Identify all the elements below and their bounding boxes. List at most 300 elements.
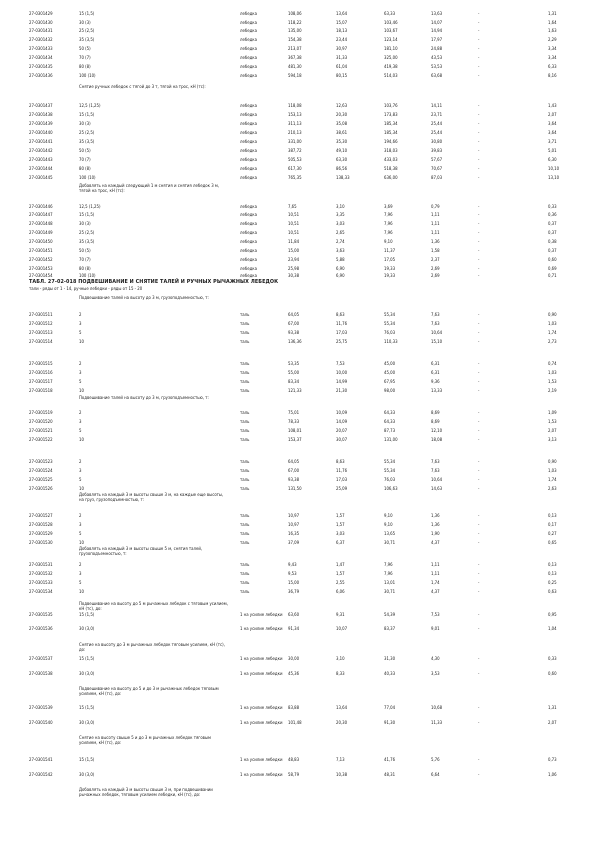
row-value: 0,27 <box>548 532 557 537</box>
row-parameter: 2 <box>79 563 82 568</box>
row-value: 154,38 <box>288 38 302 43</box>
row-value: 17,03 <box>336 331 348 336</box>
row-value: 1,11 <box>431 213 440 218</box>
group-description: Добавлять на каждый 3 м высоты свыше 5 м, снятия талей, грузоподъемностью, т: <box>79 547 203 558</box>
table-row <box>0 672 595 678</box>
row-unit: таль <box>240 581 250 586</box>
row-parameter: 2 <box>79 362 82 367</box>
row-value: 64,05 <box>288 313 300 318</box>
row-value: 2,74 <box>336 240 345 245</box>
row-value: 38,61 <box>336 131 348 136</box>
row-code: 27-0301432 <box>29 38 53 43</box>
row-value: 419,38 <box>384 65 398 70</box>
row-value: 0,74 <box>548 362 557 367</box>
row-value: 23,44 <box>336 38 348 43</box>
row-value: - <box>478 572 480 577</box>
row-value: 2,69 <box>431 267 440 272</box>
row-parameter: 80 (8) <box>79 65 91 70</box>
row-value: - <box>478 213 480 218</box>
table-row <box>0 113 595 119</box>
row-value: 2,63 <box>548 487 557 492</box>
table-row <box>0 420 595 426</box>
row-value: 13,64 <box>336 12 348 17</box>
row-value: 118,22 <box>288 21 302 26</box>
row-value: 1,36 <box>431 240 440 245</box>
row-value: 765,35 <box>288 176 302 181</box>
row-unit: таль <box>240 487 250 492</box>
row-value: 1,63 <box>548 29 557 34</box>
table-row <box>0 158 595 164</box>
row-value: - <box>478 371 480 376</box>
row-value: 78,33 <box>288 420 300 425</box>
row-value: 7,96 <box>384 213 393 218</box>
row-value: 30,07 <box>336 438 348 443</box>
row-code: 27-0301538 <box>29 672 53 677</box>
row-code: 27-0301443 <box>29 158 53 163</box>
row-value: 106,63 <box>384 487 398 492</box>
row-value: - <box>478 331 480 336</box>
row-code: 27-0301517 <box>29 380 53 385</box>
row-code: 27-0301520 <box>29 420 53 425</box>
row-code: 27-0301515 <box>29 362 53 367</box>
row-code: 27-0301441 <box>29 140 53 145</box>
row-unit: лебедка <box>240 240 257 245</box>
table-row <box>0 657 595 663</box>
row-code: 27-0301440 <box>29 131 53 136</box>
row-value: 0,36 <box>548 213 557 218</box>
table-row <box>0 122 595 128</box>
row-value: 10,38 <box>336 773 348 778</box>
row-code: 27-0301531 <box>29 563 53 568</box>
row-value: 2,19 <box>548 389 557 394</box>
row-value: 1,31 <box>548 12 557 17</box>
group-description: Снятие ручных лебедок с тягой до 3 т, тягой на трос, кН (тс): <box>79 85 206 90</box>
row-value: 35,30 <box>336 140 348 145</box>
row-value: 11,76 <box>336 322 348 327</box>
row-value: 91,30 <box>384 721 396 726</box>
row-value: - <box>478 340 480 345</box>
row-value: 8,69 <box>431 420 440 425</box>
row-value: 86,56 <box>336 167 348 172</box>
row-value: 6,37 <box>336 541 345 546</box>
row-unit: таль <box>240 313 250 318</box>
row-value: 19,33 <box>384 274 396 279</box>
row-value: - <box>478 158 480 163</box>
row-value: - <box>478 523 480 528</box>
row-parameter: 12,5 (1,25) <box>79 205 101 210</box>
row-value: 30,97 <box>336 47 348 52</box>
row-code: 27-0301516 <box>29 371 53 376</box>
row-value: 91,34 <box>288 627 300 632</box>
row-value: 54,39 <box>384 613 396 618</box>
row-value: - <box>478 274 480 279</box>
row-unit: таль <box>240 420 250 425</box>
row-unit: таль <box>240 331 250 336</box>
row-value: 76,03 <box>384 478 396 483</box>
row-value: 4,30 <box>431 657 440 662</box>
row-code: 27-0301452 <box>29 258 53 263</box>
row-value: 10,64 <box>431 331 443 336</box>
row-value: 11,76 <box>336 469 348 474</box>
row-unit: 1 на усилие лебедки <box>240 627 283 632</box>
row-value: 35,08 <box>336 122 348 127</box>
row-code: 27-0301532 <box>29 572 53 577</box>
table-row <box>0 38 595 44</box>
row-parameter: 10 <box>79 438 84 443</box>
row-value: 76,03 <box>384 331 396 336</box>
row-parameter: 30 (3,0) <box>79 721 95 726</box>
row-value: 1,11 <box>431 572 440 577</box>
row-value: 1,53 <box>548 420 557 425</box>
row-value: 64,33 <box>384 420 396 425</box>
row-value: 1,04 <box>548 627 557 632</box>
row-value: 2,69 <box>431 274 440 279</box>
row-value: 325,00 <box>384 56 398 61</box>
row-value: 3,34 <box>548 56 557 61</box>
group-description: Снятие на высоту до 3 м рычажных лебедок тяговым усилием, кН (тс), до: <box>79 643 225 654</box>
row-value: 0,33 <box>548 657 557 662</box>
row-unit: лебедка <box>240 65 257 70</box>
row-value: - <box>478 167 480 172</box>
row-value: 8,16 <box>548 74 557 79</box>
row-value: 25,44 <box>431 131 443 136</box>
row-value: 6,31 <box>431 362 440 367</box>
row-value: 87,73 <box>384 429 396 434</box>
row-value: 0,79 <box>431 205 440 210</box>
row-value: 7,13 <box>336 758 345 763</box>
row-value: 15,00 <box>288 581 300 586</box>
row-value: - <box>478 258 480 263</box>
row-value: 8,63 <box>336 313 345 318</box>
row-value: 63,68 <box>431 74 443 79</box>
row-value: 433,03 <box>384 158 398 163</box>
row-parameter: 5 <box>79 532 82 537</box>
row-value: 9,31 <box>336 613 345 618</box>
row-value: 7,65 <box>288 205 297 210</box>
row-value: 98,00 <box>384 389 396 394</box>
row-value: 0,25 <box>548 581 557 586</box>
row-value: 15,10 <box>431 340 443 345</box>
row-parameter: 35 (3,5) <box>79 38 95 43</box>
row-value: 83,88 <box>288 706 300 711</box>
table-row <box>0 47 595 53</box>
row-unit: таль <box>240 371 250 376</box>
row-value: 3,35 <box>336 213 345 218</box>
row-value: 25,44 <box>431 122 443 127</box>
table-row <box>0 29 595 35</box>
table-row <box>0 532 595 538</box>
row-value: 3,03 <box>336 222 345 227</box>
row-code: 27-0301542 <box>29 773 53 778</box>
row-parameter: 3 <box>79 572 82 577</box>
row-unit: таль <box>240 362 250 367</box>
row-value: 108,06 <box>288 12 302 17</box>
row-value: 45,00 <box>384 371 396 376</box>
row-value: 2,07 <box>548 429 557 434</box>
table-row <box>0 523 595 529</box>
row-code: 27-0301537 <box>29 657 53 662</box>
row-unit: лебедка <box>240 158 257 163</box>
row-unit: таль <box>240 438 250 443</box>
row-value: 87,03 <box>431 176 443 181</box>
row-value: - <box>478 380 480 385</box>
row-parameter: 5 <box>79 429 82 434</box>
row-code: 27-0301513 <box>29 331 53 336</box>
row-unit: лебедка <box>240 267 257 272</box>
row-value: 20,30 <box>336 721 348 726</box>
row-parameter: 30 (3) <box>79 21 91 26</box>
row-value: 6,64 <box>431 773 440 778</box>
row-value: 10,68 <box>431 706 443 711</box>
row-code: 27-0301522 <box>29 438 53 443</box>
table-row <box>0 222 595 228</box>
row-value: 0,90 <box>548 460 557 465</box>
row-parameter: 30 (3,0) <box>79 627 95 632</box>
row-value: 101,48 <box>288 721 302 726</box>
row-value: 1,03 <box>548 469 557 474</box>
row-parameter: 100 (10) <box>79 74 96 79</box>
row-value: 13,10 <box>548 176 560 181</box>
row-code: 27-0301439 <box>29 122 53 127</box>
row-value: 185,34 <box>384 131 398 136</box>
row-code: 27-0301521 <box>29 429 53 434</box>
row-value: 67,95 <box>384 380 396 385</box>
row-parameter: 15 (1,5) <box>79 213 95 218</box>
row-unit: 1 на усилие лебедки <box>240 773 283 778</box>
row-code: 27-0301527 <box>29 514 53 519</box>
row-value: 57,67 <box>431 158 443 163</box>
row-value: - <box>478 38 480 43</box>
row-value: 36,79 <box>288 590 300 595</box>
row-code: 27-0301529 <box>29 532 53 537</box>
row-value: 7,53 <box>336 362 345 367</box>
row-value: 25,09 <box>336 487 348 492</box>
table-row <box>0 380 595 386</box>
row-unit: таль <box>240 380 250 385</box>
row-value: 2,55 <box>336 581 345 586</box>
row-value: 30,38 <box>288 274 300 279</box>
row-value: - <box>478 104 480 109</box>
row-value: 9,10 <box>384 240 393 245</box>
row-parameter: 50 (5) <box>79 249 91 254</box>
row-value: - <box>478 420 480 425</box>
row-unit: лебедка <box>240 213 257 218</box>
row-value: 55,34 <box>384 322 396 327</box>
table-row <box>0 213 595 219</box>
row-value: 24,88 <box>431 47 443 52</box>
table-row <box>0 231 595 237</box>
row-value: 594,18 <box>288 74 302 79</box>
row-unit: таль <box>240 411 250 416</box>
row-value: 9,36 <box>431 380 440 385</box>
table-row <box>0 362 595 368</box>
row-value: - <box>478 478 480 483</box>
row-value: 138,33 <box>336 176 350 181</box>
row-unit: лебедка <box>240 231 257 236</box>
row-value: 67,00 <box>288 469 300 474</box>
row-parameter: 100 (10) <box>79 176 96 181</box>
row-value: 6,90 <box>336 274 345 279</box>
table-row <box>0 74 595 80</box>
row-value: 135,00 <box>288 29 302 34</box>
row-value: - <box>478 411 480 416</box>
row-value: 11,37 <box>384 249 396 254</box>
row-value: 40,33 <box>384 672 396 677</box>
table-row <box>0 773 595 779</box>
row-value: 7,96 <box>384 563 393 568</box>
row-unit: лебедка <box>240 122 257 127</box>
row-value: 30,71 <box>384 590 396 595</box>
row-value: - <box>478 12 480 17</box>
row-value: - <box>478 613 480 618</box>
row-unit: 1 на усилие лебедки <box>240 758 283 763</box>
row-code: 27-0301534 <box>29 590 53 595</box>
row-value: - <box>478 487 480 492</box>
row-value: 2,73 <box>548 340 557 345</box>
row-code: 27-0301511 <box>29 313 53 318</box>
row-value: 14,94 <box>431 29 443 34</box>
row-value: - <box>478 21 480 26</box>
row-unit: таль <box>240 460 250 465</box>
row-value: 6,06 <box>336 590 345 595</box>
group-description: Подвешивание талей на высоту до 3 м, грузоподъемностью, т: <box>79 296 209 301</box>
row-code: 27-0301448 <box>29 222 53 227</box>
row-value: 9,10 <box>384 523 393 528</box>
table-row <box>0 371 595 377</box>
row-unit: таль <box>240 541 250 546</box>
row-parameter: 15 (1,5) <box>79 12 95 17</box>
row-unit: таль <box>240 340 250 345</box>
row-unit: таль <box>240 514 250 519</box>
row-value: 43,53 <box>431 56 443 61</box>
row-value: 3,71 <box>548 140 557 145</box>
row-unit: 1 на усилие лебедки <box>240 613 283 618</box>
row-code: 27-0301449 <box>29 231 53 236</box>
row-value: 49,10 <box>336 149 348 154</box>
row-parameter: 70 (7) <box>79 258 91 263</box>
row-value: 3,69 <box>384 205 393 210</box>
row-parameter: 5 <box>79 331 82 336</box>
row-value: 1,11 <box>431 222 440 227</box>
row-value: 1,36 <box>431 523 440 528</box>
row-value: 1,47 <box>336 563 345 568</box>
row-value: 6,30 <box>548 158 557 163</box>
row-value: - <box>478 721 480 726</box>
table-row <box>0 56 595 62</box>
row-value: 16,35 <box>288 532 300 537</box>
row-value: 10,51 <box>288 222 300 227</box>
row-value: 0,69 <box>548 267 557 272</box>
row-value: 10,07 <box>336 627 348 632</box>
row-unit: таль <box>240 590 250 595</box>
row-code: 27-0301446 <box>29 205 53 210</box>
row-value: 23,94 <box>288 258 300 263</box>
row-value: 1,64 <box>548 21 557 26</box>
row-value: 5,88 <box>336 258 345 263</box>
row-unit: лебедка <box>240 38 257 43</box>
row-parameter: 2 <box>79 411 82 416</box>
table-row <box>0 140 595 146</box>
row-value: 14,11 <box>431 104 443 109</box>
row-value: 3,64 <box>548 122 557 127</box>
row-value: 1,11 <box>431 563 440 568</box>
row-value: 153,13 <box>288 113 302 118</box>
table-row <box>0 572 595 578</box>
row-value: 53,53 <box>431 65 443 70</box>
row-value: 0,71 <box>548 274 557 279</box>
row-value: 3,63 <box>336 249 345 254</box>
row-value: 14,63 <box>431 487 443 492</box>
row-code: 27-0301512 <box>29 322 53 327</box>
row-value: 45,00 <box>384 362 396 367</box>
row-value: 118,08 <box>288 104 302 109</box>
row-parameter: 15 (1,5) <box>79 758 95 763</box>
row-value: 1,11 <box>431 231 440 236</box>
row-value: 505,53 <box>288 158 302 163</box>
row-value: 3,64 <box>548 131 557 136</box>
row-value: 15,07 <box>336 21 348 26</box>
table-row <box>0 563 595 569</box>
row-value: 121,33 <box>288 389 302 394</box>
row-value: 8,69 <box>431 411 440 416</box>
row-value: 17,03 <box>336 478 348 483</box>
row-value: 108,01 <box>288 429 302 434</box>
group-description: Снятие на высоту свыше 5 и до 3 м рычажных лебедок тяговым усилием, кН (тс), до: <box>79 736 211 747</box>
row-value: 103,46 <box>384 21 398 26</box>
row-value: 0,37 <box>548 249 557 254</box>
row-value: 2,29 <box>548 38 557 43</box>
row-value: 20,30 <box>336 113 348 118</box>
table-row <box>0 411 595 417</box>
row-value: - <box>478 657 480 662</box>
row-value: - <box>478 460 480 465</box>
row-unit: лебедка <box>240 74 257 79</box>
row-code: 27-0301524 <box>29 469 53 474</box>
row-parameter: 10 <box>79 541 84 546</box>
row-value: 0,33 <box>548 205 557 210</box>
row-value: - <box>478 541 480 546</box>
table-row <box>0 258 595 264</box>
row-value: - <box>478 140 480 145</box>
row-value: 15,00 <box>288 249 300 254</box>
row-value: 173,83 <box>384 113 398 118</box>
row-code: 27-0301533 <box>29 581 53 586</box>
row-value: 1,57 <box>336 523 345 528</box>
row-code: 27-0301431 <box>29 29 53 34</box>
row-code: 27-0301539 <box>29 706 53 711</box>
row-unit: лебедка <box>240 140 257 145</box>
row-parameter: 5 <box>79 478 82 483</box>
row-parameter: 3 <box>79 371 82 376</box>
row-code: 27-0301518 <box>29 389 53 394</box>
row-value: 2,37 <box>431 258 440 263</box>
row-value: 1,58 <box>431 249 440 254</box>
row-value: 1,31 <box>548 706 557 711</box>
table-row <box>0 104 595 110</box>
row-value: 25,98 <box>288 267 300 272</box>
group-description: Подвешивание на высоту до 5 м рычажных лебедок с тяговым усилием, кН (тс), до: <box>79 602 228 613</box>
row-value: 123,14 <box>384 38 398 43</box>
row-value: 1,57 <box>336 572 345 577</box>
row-parameter: 5 <box>79 581 82 586</box>
row-parameter: 30 (3,0) <box>79 773 95 778</box>
row-value: 18,13 <box>336 29 348 34</box>
row-value: 55,34 <box>384 469 396 474</box>
row-code: 27-0301514 <box>29 340 53 345</box>
row-parameter: 35 (3,5) <box>79 240 95 245</box>
row-parameter: 2 <box>79 460 82 465</box>
row-value: - <box>478 313 480 318</box>
